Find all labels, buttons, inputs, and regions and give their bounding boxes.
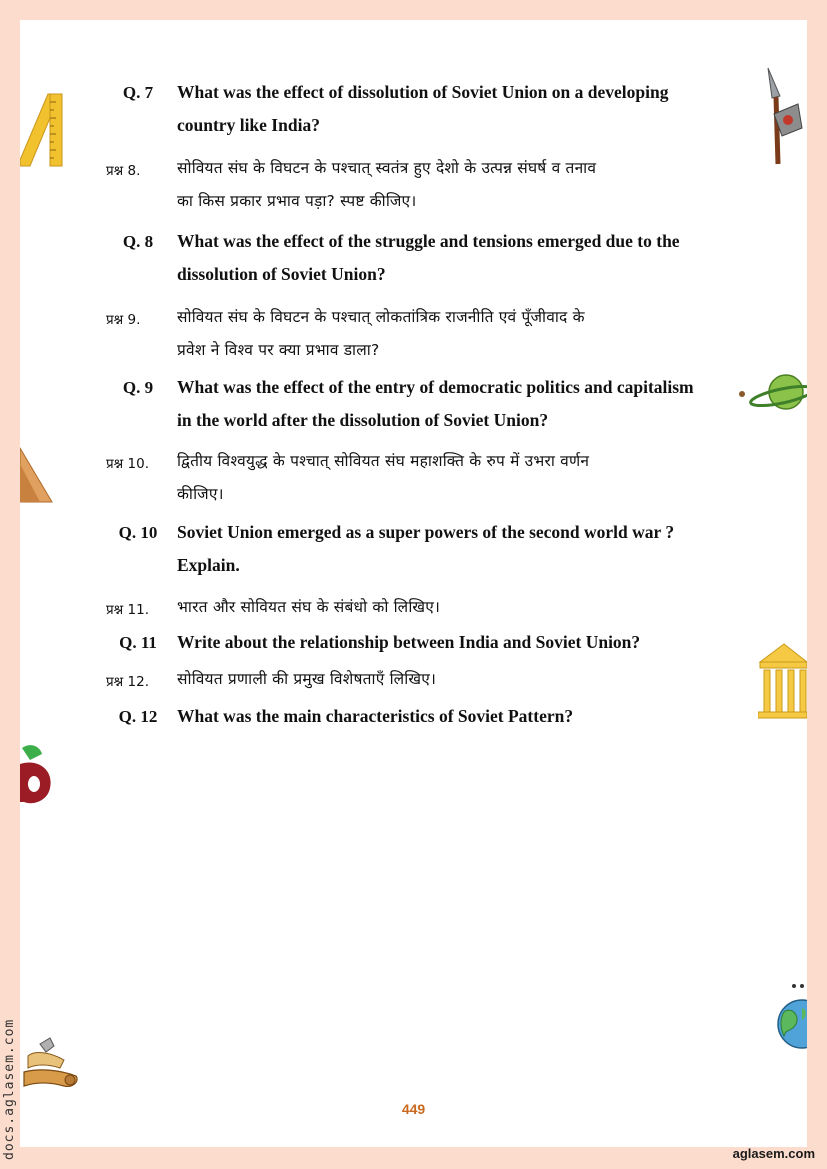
question-line: Write about the relationship between India and Soviet Union? (177, 632, 641, 652)
question-text (177, 591, 722, 624)
question-line: सोवियत प्रणाली की प्रमुख विशेषताएँ लिखिए। (177, 670, 437, 688)
question-text (177, 371, 722, 437)
question-number: प्रश्न 8. (106, 163, 141, 179)
question-text (177, 152, 722, 218)
question-number: Q. 11 (119, 633, 157, 652)
question-number: प्रश्न 11. (106, 602, 149, 618)
document-page (20, 20, 807, 1147)
question-number: प्रश्न 12. (106, 674, 149, 690)
question-number: प्रश्न 9. (106, 312, 141, 328)
site-label: aglasem.com (732, 1146, 815, 1161)
question-line: What was the main characteristics of Soviet Pattern? (177, 706, 574, 726)
question-line: country like India? (177, 115, 320, 135)
globe-icon (772, 976, 807, 1054)
side-watermark: docs.aglasem.com (2, 1018, 17, 1160)
question-line: कीजिए। (177, 485, 224, 503)
question-text (177, 301, 722, 367)
question-line: का किस प्रकार प्रभाव पड़ा? स्पष्ट कीजिए। (177, 192, 417, 210)
question-text (177, 445, 722, 511)
question-text (177, 516, 722, 582)
question-line: प्रवेश ने विश्व पर क्या प्रभाव डाला? (177, 341, 380, 359)
question-number: प्रश्न 10. (106, 456, 149, 472)
apple-icon (20, 742, 54, 808)
question-text (177, 700, 722, 733)
question-line: भारत और सोवियत संघ के संबंधो को लिखिए। (177, 598, 441, 616)
ruler-icon (20, 92, 66, 168)
question-line: द्वितीय विश्वयुद्ध के पश्चात् सोवियत संघ महाशक्ति के रुप में उभरा वर्णन (177, 452, 590, 470)
spear-icon (762, 66, 807, 166)
question-line: Explain. (177, 555, 240, 575)
planet-icon (738, 372, 807, 416)
question-number: Q. 8 (122, 232, 154, 251)
question-line: सोवियत संघ के विघटन के पश्चात् स्वतंत्र हुए देशो के उत्पन्न संघर्ष व तनाव (177, 159, 597, 177)
question-text (177, 626, 722, 659)
question-number: Q. 12 (118, 707, 158, 726)
page-number: 449 (401, 1101, 426, 1117)
question-text (177, 225, 722, 291)
pyramid-icon (20, 444, 54, 504)
question-number: Q. 7 (122, 83, 154, 102)
question-line: What was the effect of the struggle and tensions emerged due to the (177, 231, 680, 251)
question-line: dissolution of Soviet Union? (177, 264, 386, 284)
question-line: सोवियत संघ के विघटन के पश्चात् लोकतांत्रिक राजनीति एवं पूँजीवाद के (177, 308, 585, 326)
question-line: Soviet Union emerged as a super powers of the second world war ? (177, 522, 675, 542)
question-number: Q. 9 (122, 378, 154, 397)
scroll-icon (20, 1034, 82, 1092)
question-text (177, 663, 722, 696)
question-number: Q. 10 (118, 523, 158, 542)
question-line: in the world after the dissolution of Soviet Union? (177, 410, 549, 430)
temple-icon (758, 640, 807, 720)
question-line: What was the effect of dissolution of Soviet Union on a developing (177, 82, 669, 102)
question-line: What was the effect of the entry of democratic politics and capitalism (177, 377, 694, 397)
question-text (177, 76, 722, 142)
